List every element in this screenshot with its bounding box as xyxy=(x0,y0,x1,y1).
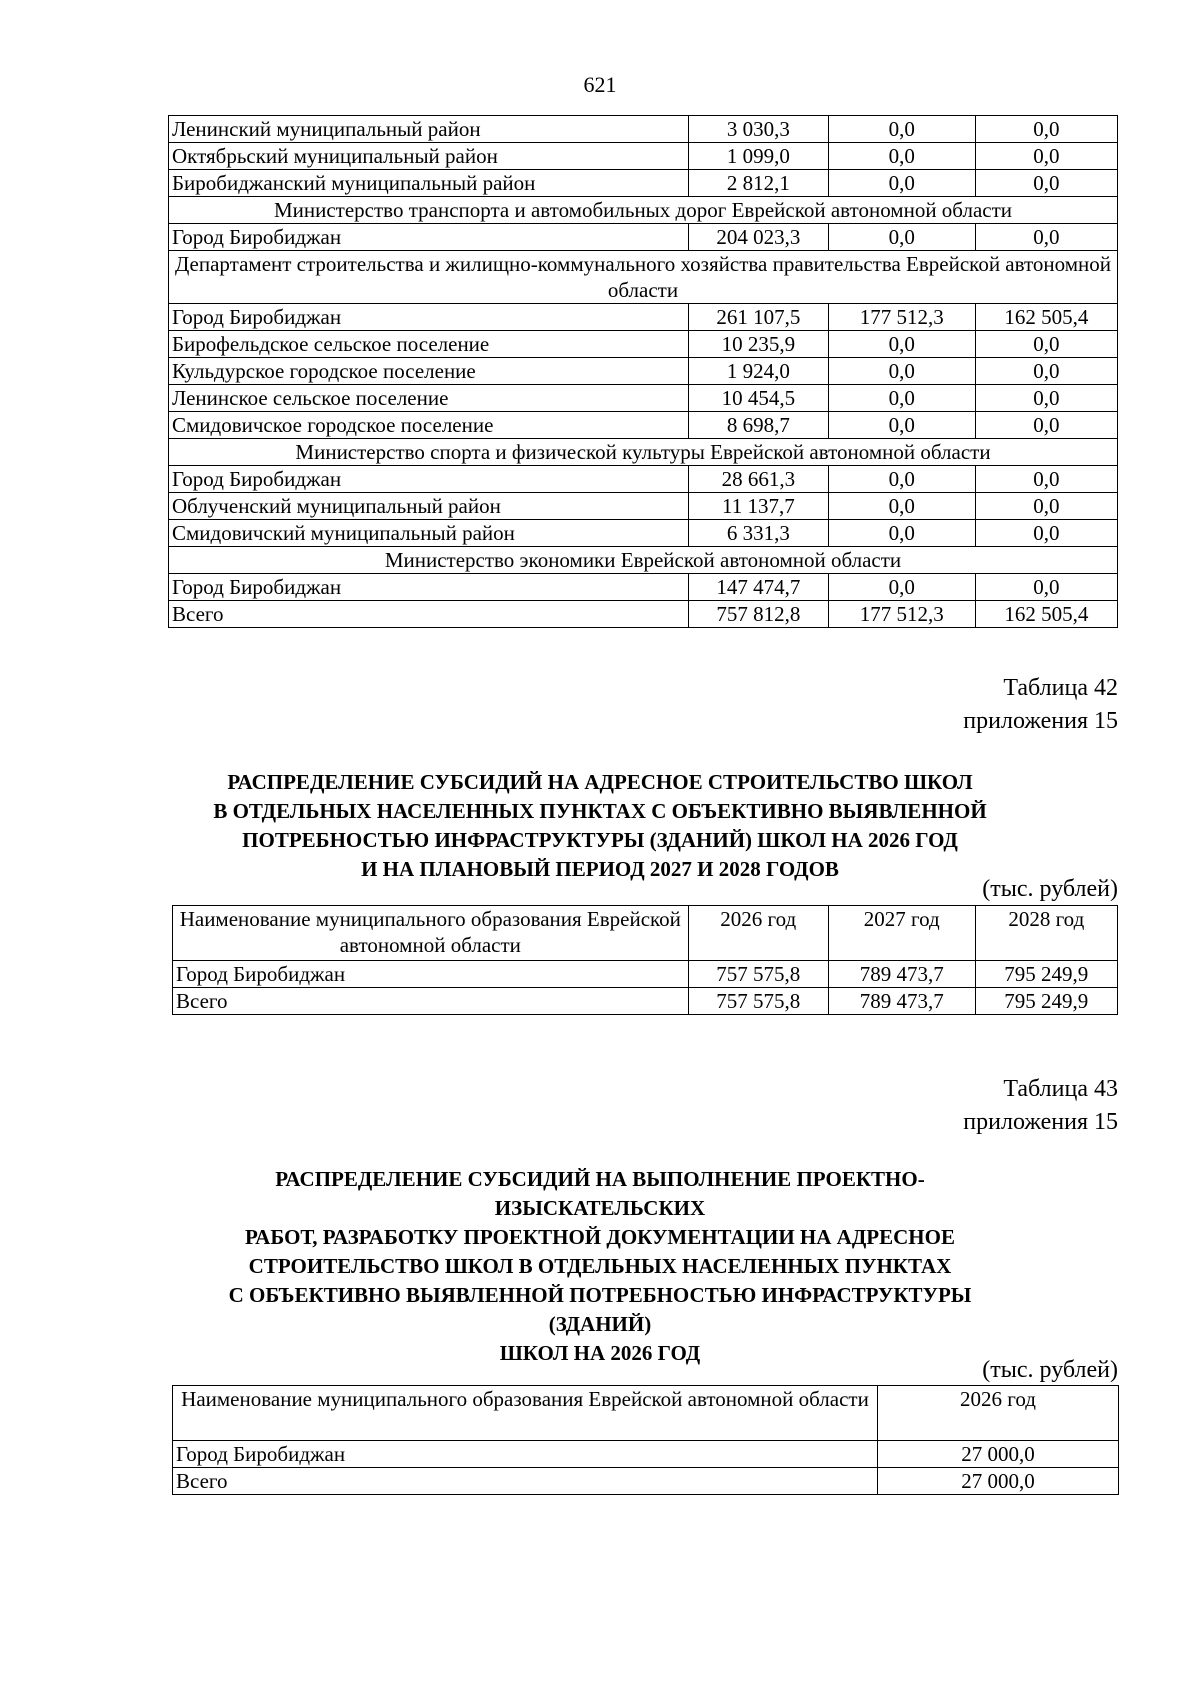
section-row xyxy=(169,251,1118,304)
header-year-cell: 2027 год xyxy=(828,906,975,961)
table-row xyxy=(169,466,1118,493)
name-cell: Город Биробиджан xyxy=(169,304,689,331)
name-cell: Всего xyxy=(173,988,689,1015)
value-cell: 162 505,4 xyxy=(975,304,1117,331)
section-row xyxy=(169,547,1118,574)
table-42-units: (тыс. рублей) xyxy=(982,876,1118,902)
section-title-cell: Министерство экономики Еврейской автономной области xyxy=(169,547,1118,574)
value-cell: 0,0 xyxy=(975,385,1117,412)
value-cell: 757 575,8 xyxy=(688,988,828,1015)
value-cell: 261 107,5 xyxy=(688,304,828,331)
section-title-cell: Министерство транспорта и автомобильных дорог Еврейской автономной области xyxy=(169,197,1118,224)
header-year-cell: 2026 год xyxy=(878,1386,1119,1441)
value-cell: 795 249,9 xyxy=(975,961,1117,988)
value-cell: 0,0 xyxy=(975,574,1117,601)
table-42-title xyxy=(0,768,1200,884)
value-cell: 0,0 xyxy=(975,170,1117,197)
title-line: РАБОТ, РАЗРАБОТКУ ПРОЕКТНОЙ ДОКУМЕНТАЦИИ НА АДРЕСНОЕ xyxy=(245,1225,955,1249)
name-cell: Бирофельдское сельское поселение xyxy=(169,331,689,358)
section-title-cell: Департамент строительства и жилищно-коммунального хозяйства правительства Еврейской автономной области xyxy=(169,251,1118,304)
value-cell: 0,0 xyxy=(828,143,975,170)
table-43 xyxy=(172,1385,1119,1495)
title-line: ИЗЫСКАТЕЛЬСКИХ xyxy=(494,1196,706,1220)
table-row xyxy=(169,143,1118,170)
value-cell: 10 235,9 xyxy=(688,331,828,358)
table-row xyxy=(169,520,1118,547)
section-row xyxy=(169,439,1118,466)
header-year-cell: 2026 год xyxy=(688,906,828,961)
table-43-title xyxy=(0,1165,1200,1368)
header-year-cell: 2028 год xyxy=(975,906,1117,961)
table-header-row xyxy=(173,1386,1119,1441)
table-row xyxy=(173,961,1118,988)
name-cell: Смидовичское городское поселение xyxy=(169,412,689,439)
value-cell: 177 512,3 xyxy=(828,601,975,628)
value-cell: 0,0 xyxy=(828,224,975,251)
title-line: (ЗДАНИЙ) xyxy=(548,1312,652,1336)
value-cell: 28 661,3 xyxy=(688,466,828,493)
name-cell: Биробиджанский муниципальный район xyxy=(169,170,689,197)
value-cell: 6 331,3 xyxy=(688,520,828,547)
value-cell: 789 473,7 xyxy=(828,961,975,988)
value-cell: 0,0 xyxy=(828,520,975,547)
table-row xyxy=(169,385,1118,412)
value-cell: 0,0 xyxy=(828,574,975,601)
table-row xyxy=(169,358,1118,385)
continuation-table xyxy=(168,115,1118,628)
value-cell: 2 812,1 xyxy=(688,170,828,197)
table-42-appendix: приложения 15 xyxy=(963,708,1118,734)
header-name-cell: Наименование муниципального образования Еврейской автономной области xyxy=(173,1386,878,1441)
name-cell: Всего xyxy=(173,1468,878,1495)
name-cell: Город Биробиджан xyxy=(173,1441,878,1468)
value-cell: 0,0 xyxy=(828,466,975,493)
value-cell: 27 000,0 xyxy=(878,1468,1119,1495)
table-header-row xyxy=(173,906,1118,961)
table-42-number: Таблица 42 xyxy=(1003,675,1118,701)
table-row xyxy=(169,116,1118,143)
title-line: СТРОИТЕЛЬСТВО ШКОЛ В ОТДЕЛЬНЫХ НАСЕЛЕННЫХ ПУНКТАХ xyxy=(248,1254,952,1278)
value-cell: 0,0 xyxy=(975,412,1117,439)
table-43-units: (тыс. рублей) xyxy=(982,1357,1118,1383)
title-line: ШКОЛ НА 2026 ГОД xyxy=(499,1341,701,1365)
value-cell: 0,0 xyxy=(975,331,1117,358)
value-cell: 8 698,7 xyxy=(688,412,828,439)
value-cell: 204 023,3 xyxy=(688,224,828,251)
title-line: РАСПРЕДЕЛЕНИЕ СУБСИДИЙ НА ВЫПОЛНЕНИЕ ПРОЕКТНО- xyxy=(275,1167,925,1191)
value-cell: 0,0 xyxy=(828,385,975,412)
table-42-caption xyxy=(963,672,1118,738)
name-cell: Смидовичский муниципальный район xyxy=(169,520,689,547)
table-43-number: Таблица 43 xyxy=(1003,1076,1118,1102)
title-line: И НА ПЛАНОВЫЙ ПЕРИОД 2027 И 2028 ГОДОВ xyxy=(361,857,839,881)
title-line: ПОТРЕБНОСТЬЮ ИНФРАСТРУКТУРЫ (ЗДАНИЙ) ШКОЛ НА 2026 ГОД xyxy=(242,828,958,852)
name-cell: Город Биробиджан xyxy=(169,224,689,251)
section-title-cell: Министерство спорта и физической культуры Еврейской автономной области xyxy=(169,439,1118,466)
title-line: РАСПРЕДЕЛЕНИЕ СУБСИДИЙ НА АДРЕСНОЕ СТРОИТЕЛЬСТВО ШКОЛ xyxy=(227,770,973,794)
table-42 xyxy=(172,905,1118,1015)
name-cell: Ленинское сельское поселение xyxy=(169,385,689,412)
table-row xyxy=(169,412,1118,439)
name-cell: Кульдурское городское поселение xyxy=(169,358,689,385)
value-cell: 0,0 xyxy=(828,493,975,520)
value-cell: 795 249,9 xyxy=(975,988,1117,1015)
section-row xyxy=(169,197,1118,224)
value-cell: 0,0 xyxy=(975,224,1117,251)
value-cell: 1 924,0 xyxy=(688,358,828,385)
value-cell: 0,0 xyxy=(975,358,1117,385)
value-cell: 1 099,0 xyxy=(688,143,828,170)
value-cell: 0,0 xyxy=(975,143,1117,170)
table-row xyxy=(169,331,1118,358)
value-cell: 10 454,5 xyxy=(688,385,828,412)
table-row xyxy=(169,224,1118,251)
table-43-caption xyxy=(963,1073,1118,1139)
value-cell: 177 512,3 xyxy=(828,304,975,331)
value-cell: 0,0 xyxy=(975,466,1117,493)
value-cell: 162 505,4 xyxy=(975,601,1117,628)
value-cell: 0,0 xyxy=(975,493,1117,520)
value-cell: 0,0 xyxy=(828,412,975,439)
value-cell: 0,0 xyxy=(828,358,975,385)
name-cell: Октябрьский муниципальный район xyxy=(169,143,689,170)
table-row xyxy=(169,493,1118,520)
header-name-cell: Наименование муниципального образования Еврейской автономной области xyxy=(173,906,689,961)
value-cell: 0,0 xyxy=(828,116,975,143)
value-cell: 3 030,3 xyxy=(688,116,828,143)
name-cell: Ленинский муниципальный район xyxy=(169,116,689,143)
value-cell: 0,0 xyxy=(975,116,1117,143)
title-line: В ОТДЕЛЬНЫХ НАСЕЛЕННЫХ ПУНКТАХ С ОБЪЕКТИВНО ВЫЯВЛЕННОЙ xyxy=(213,799,987,823)
table-row xyxy=(173,1441,1119,1468)
table-row xyxy=(173,988,1118,1015)
name-cell: Город Биробиджан xyxy=(169,466,689,493)
name-cell: Город Биробиджан xyxy=(169,574,689,601)
value-cell: 27 000,0 xyxy=(878,1441,1119,1468)
value-cell: 0,0 xyxy=(975,520,1117,547)
name-cell: Всего xyxy=(169,601,689,628)
value-cell: 147 474,7 xyxy=(688,574,828,601)
table-row xyxy=(169,170,1118,197)
title-line: С ОБЪЕКТИВНО ВЫЯВЛЕННОЙ ПОТРЕБНОСТЬЮ ИНФРАСТРУКТУРЫ xyxy=(228,1283,972,1307)
table-43-appendix: приложения 15 xyxy=(963,1109,1118,1135)
value-cell: 789 473,7 xyxy=(828,988,975,1015)
table-row xyxy=(169,574,1118,601)
name-cell: Облученский муниципальный район xyxy=(169,493,689,520)
table-row xyxy=(169,304,1118,331)
value-cell: 0,0 xyxy=(828,170,975,197)
table-row xyxy=(173,1468,1119,1495)
name-cell: Город Биробиджан xyxy=(173,961,689,988)
table-row xyxy=(169,601,1118,628)
page-number: 621 xyxy=(583,72,617,97)
value-cell: 0,0 xyxy=(828,331,975,358)
value-cell: 757 812,8 xyxy=(688,601,828,628)
value-cell: 757 575,8 xyxy=(688,961,828,988)
value-cell: 11 137,7 xyxy=(688,493,828,520)
